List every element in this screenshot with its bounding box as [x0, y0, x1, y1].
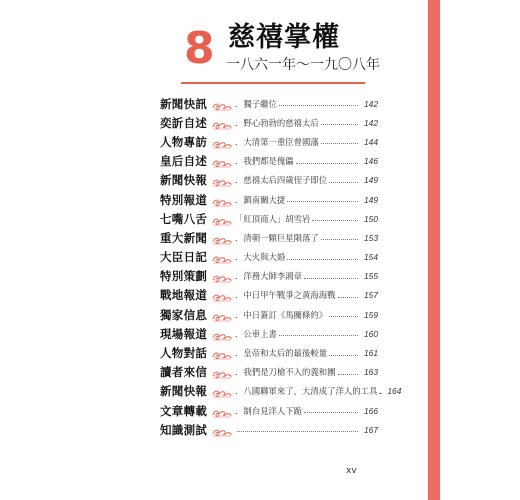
toc-row: [160, 94, 378, 113]
toc-page-number: 155: [364, 271, 378, 282]
toc-entry: ．大火與大婚: [235, 252, 286, 263]
toc-category: 新聞快訊: [160, 96, 208, 111]
dot-leader: [279, 335, 358, 336]
swirl-cloud-icon: [212, 98, 232, 110]
toc-row: [160, 420, 378, 439]
toc-entry: ．中日簽訂《馬關條約》: [235, 309, 328, 320]
dot-leader: [304, 412, 358, 413]
toc-row: [160, 152, 378, 171]
chapter-years: 一八六一年～一九〇八年: [226, 57, 380, 73]
toc-page-number: 166: [364, 405, 378, 416]
page-folio: xv: [346, 466, 357, 476]
toc-row: [160, 248, 378, 267]
toc-entry: ．鎮南關大捷: [235, 194, 286, 205]
toc-row: [160, 305, 378, 324]
dot-leader: [321, 124, 358, 125]
toc-category: 七嘴八舌: [160, 211, 208, 226]
swirl-cloud-icon: [212, 424, 232, 436]
toc-row: [160, 286, 378, 305]
toc-category: 大臣日記: [160, 250, 208, 265]
toc-category: 獨家信息: [160, 307, 208, 322]
toc-row: [160, 343, 378, 362]
swirl-cloud-icon: [212, 213, 232, 225]
toc-row: [160, 228, 378, 247]
table-of-contents: [160, 94, 402, 439]
dot-leader: [329, 182, 358, 183]
toc-row: [160, 363, 378, 382]
dot-leader: [287, 201, 358, 202]
swirl-cloud-icon: [212, 194, 232, 206]
toc-category: 新聞快報: [160, 384, 208, 399]
toc-category: 奕訢自述: [160, 115, 208, 130]
toc-category: 文章轉載: [160, 403, 208, 418]
toc-row: [160, 209, 378, 228]
page-margin: [440, 0, 520, 500]
toc-entry: ．中日甲午戰爭之黃海海戰: [235, 290, 336, 301]
toc-entry: ．洋務大師李鴻章: [235, 271, 302, 282]
toc-page-number: 144: [364, 136, 378, 147]
toc-category: 新聞快報: [160, 173, 208, 188]
toc-entry: ．我們都是傀儡: [235, 156, 294, 167]
toc-entry: ．大清第一重臣曾國藩: [235, 136, 319, 147]
toc-page-number: 146: [364, 156, 378, 167]
toc-entry: ．獨子繼位: [235, 98, 277, 109]
swirl-cloud-icon: [212, 174, 232, 186]
toc-category: 特別策劃: [160, 269, 208, 284]
toc-category: 讀者來信: [160, 365, 208, 380]
toc-row: [160, 401, 378, 420]
dot-leader: [312, 220, 358, 221]
toc-entry: ．皇帝和太后的最後較量: [235, 348, 328, 359]
swirl-cloud-icon: [212, 309, 232, 321]
swirl-cloud-icon: [212, 328, 232, 340]
toc-category: 知識測試: [160, 422, 208, 437]
toc-row: [160, 382, 402, 401]
swirl-cloud-icon: [212, 270, 232, 282]
swirl-cloud-icon: [212, 136, 232, 148]
swirl-cloud-icon: [212, 117, 232, 129]
toc-page-number: 153: [364, 232, 378, 243]
dot-leader: [338, 297, 359, 298]
toc-entry: 「紅頂商人」胡雪岩: [235, 213, 311, 224]
toc-page-number: 159: [364, 309, 378, 320]
dot-leader: [287, 259, 358, 260]
toc-page-number: 142: [364, 98, 378, 109]
dot-leader: [296, 163, 358, 164]
dot-leader: [379, 393, 381, 394]
toc-page-number: 150: [364, 213, 378, 224]
toc-page-number: 163: [364, 367, 378, 378]
toc-category: 戰地報道: [160, 288, 208, 303]
toc-page-number: 142: [364, 117, 378, 128]
dot-leader: [321, 143, 358, 144]
toc-category: 人物對話: [160, 346, 208, 361]
toc-row: [160, 324, 378, 343]
toc-entry: ．慈禧太后四歲侄子即位: [235, 175, 328, 186]
toc-entry: ．野心勃勃的慈禧太后: [235, 117, 319, 128]
decorative-red-band: [428, 0, 440, 500]
swirl-cloud-icon: [212, 251, 232, 263]
toc-row: [160, 132, 378, 151]
toc-page-number: 149: [364, 175, 378, 186]
toc-entry: ．八國聯軍來了，大清成了洋人的工具: [235, 386, 378, 397]
dot-leader: [279, 105, 358, 106]
swirl-cloud-icon: [212, 289, 232, 301]
toc-page-number: 149: [364, 194, 378, 205]
swirl-cloud-icon: [212, 232, 232, 244]
swirl-cloud-icon: [212, 155, 232, 167]
toc-entry: ．清朝一顆巨星隕落了: [235, 232, 319, 243]
toc-row: [160, 267, 378, 286]
toc-page-number: 161: [364, 348, 378, 359]
toc-category: 特別報道: [160, 192, 208, 207]
toc-row: [160, 190, 378, 209]
toc-row: [160, 113, 378, 132]
chapter-title: 慈禧掌權: [228, 22, 340, 53]
toc-page-number: 154: [364, 252, 378, 263]
swirl-cloud-icon: [212, 347, 232, 359]
toc-row: [160, 171, 378, 190]
toc-category: 現場報道: [160, 326, 208, 341]
dot-leader: [329, 355, 358, 356]
dot-leader: [321, 239, 358, 240]
toc-page-number: 160: [364, 328, 378, 339]
toc-entry: ．公車上書: [235, 328, 277, 339]
toc-category: 皇后自述: [160, 154, 208, 169]
toc-category: 重大新聞: [160, 230, 208, 245]
toc-page-number: 164: [387, 386, 402, 397]
toc-entry: ．制台見洋人下跪: [235, 405, 302, 416]
toc-entry: ．我們是刀槍不入的義和團: [235, 367, 336, 378]
toc-page-number: 167: [364, 424, 378, 435]
dot-leader: [329, 316, 358, 317]
swirl-cloud-icon: [212, 405, 232, 417]
dot-leader: [338, 374, 359, 375]
toc-page-number: 157: [364, 290, 378, 301]
title-underline: [181, 82, 365, 84]
swirl-cloud-icon: [212, 366, 232, 378]
dot-leader: [237, 431, 358, 432]
swirl-cloud-icon: [212, 385, 232, 397]
dot-leader: [304, 278, 358, 279]
toc-category: 人物專訪: [160, 134, 208, 149]
chapter-number: 8: [184, 23, 215, 74]
